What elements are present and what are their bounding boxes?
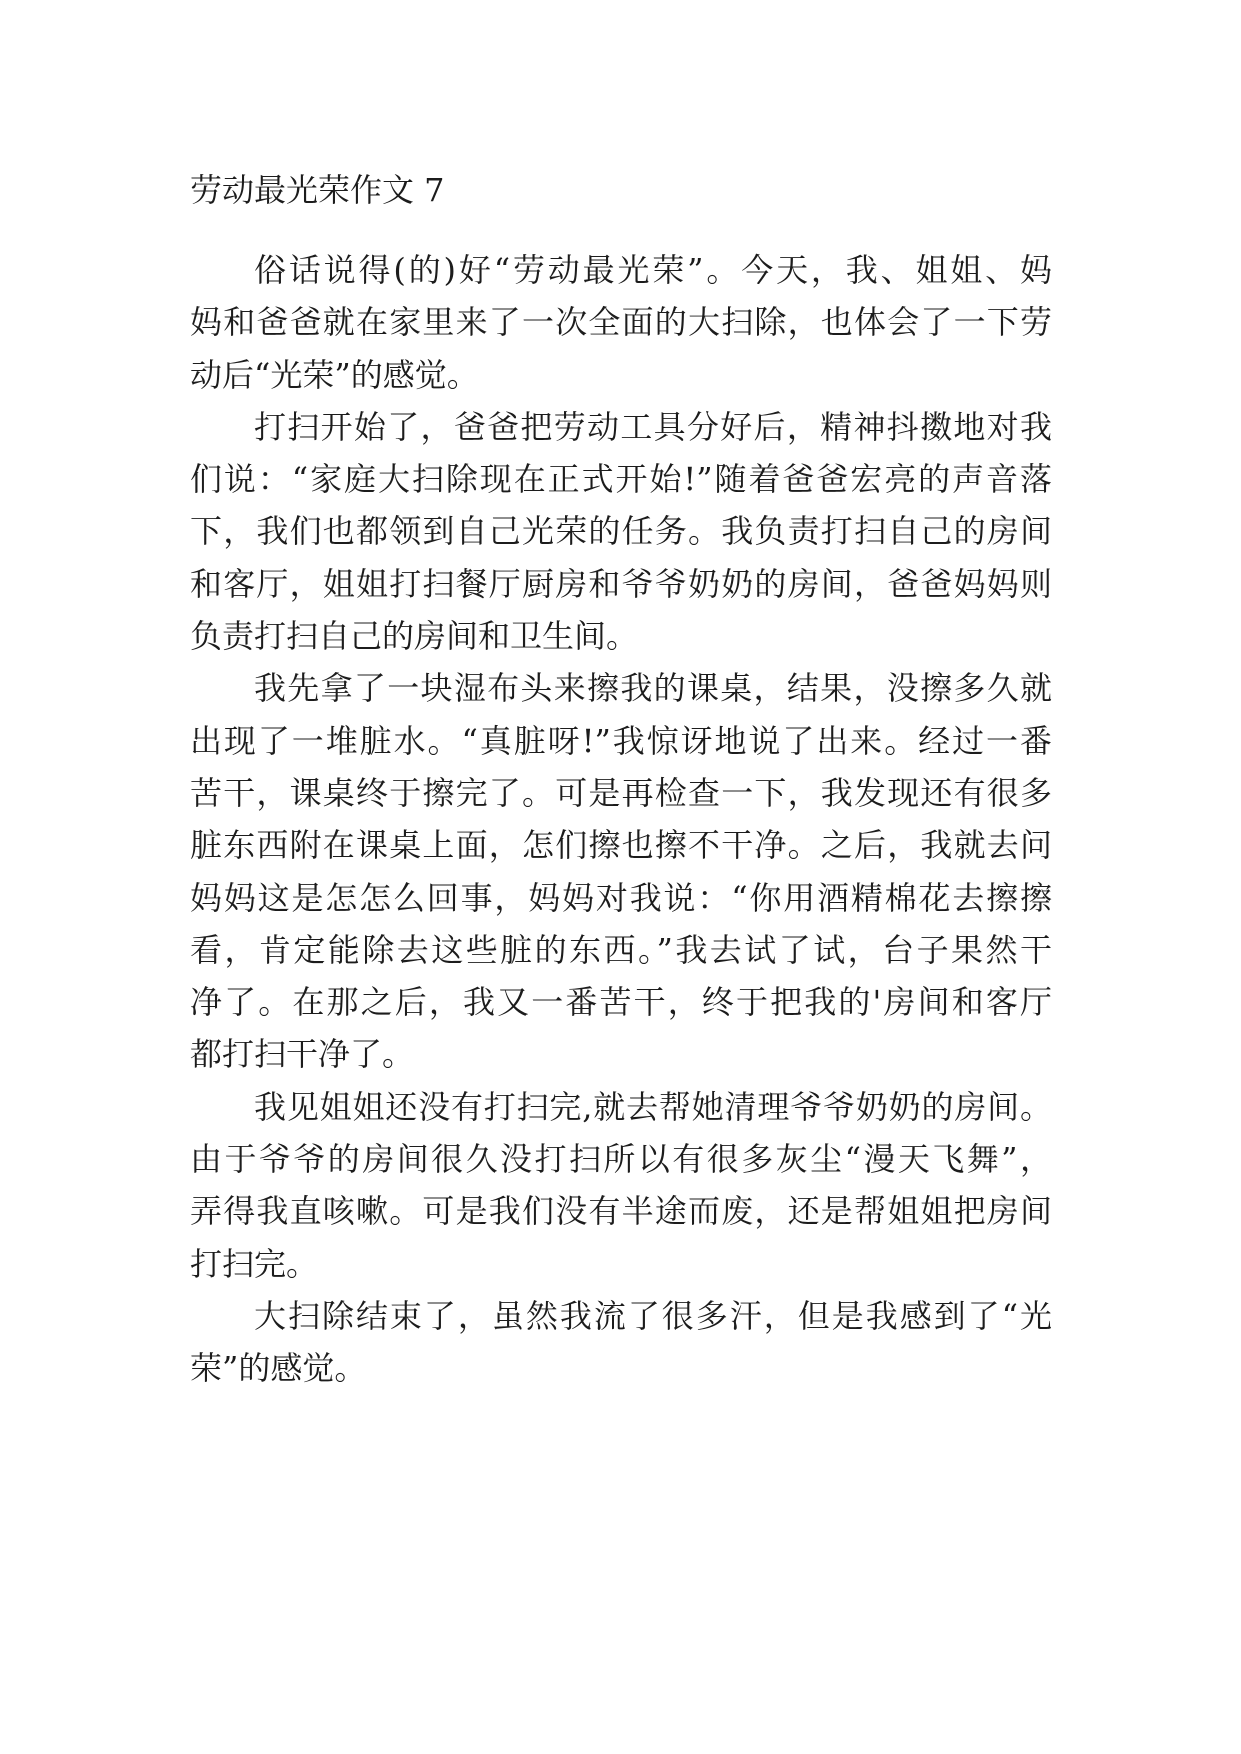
paragraph (190, 1081, 1052, 1290)
paragraph (190, 401, 1052, 662)
text-line: 脏东西附在课桌上面，怎们擦也擦不干净。之后，我就去问 (190, 826, 1052, 865)
text-line: 荣”的感觉。 (190, 1349, 367, 1388)
text-line: 打扫开始了，爸爸把劳动工具分好后，精神抖擞地对我 (254, 407, 1052, 446)
text-line: 俗话说得(的)好“劳动最光荣”。今天，我、姐姐、妈 (254, 251, 1052, 289)
text-line: 由于爷爷的房间很久没打扫所以有很多灰尘“漫天飞舞”， (190, 1140, 1052, 1179)
text-line: 净了。在那之后，我又一番苦干，终于把我的'房间和客厅 (190, 983, 1052, 1022)
text-line: 妈和爸爸就在家里来了一次全面的大扫除，也体会了一下劳 (190, 303, 1052, 342)
text-line: 妈妈这是怎怎么回事，妈妈对我说：“你用酒精棉花去擦擦 (190, 878, 1052, 917)
text-line: 看，肯定能除去这些脏的东西。”我去试了试，台子果然干 (190, 930, 1052, 969)
paragraph (190, 1290, 1052, 1395)
text-line: 苦干，课桌终于擦完了。可是再检查一下，我发现还有很多 (190, 773, 1052, 812)
text-line: 下，我们也都领到自己光荣的任务。我负责打扫自己的房间 (190, 512, 1052, 551)
text-line: 出现了一堆脏水。“真脏呀!”我惊讶地说了出来。经过一番 (190, 721, 1052, 760)
document-body (190, 164, 1052, 1395)
text-line: 都打扫干净了。 (190, 1035, 415, 1074)
text-line: 打扫完。 (190, 1244, 319, 1283)
text-line: 动后“光荣”的感觉。 (190, 355, 479, 394)
text-line: 们说：“家庭大扫除现在正式开始!”随着爸爸宏亮的声音落 (190, 460, 1052, 499)
text-line: 我见姐姐还没有打扫完,就去帮她清理爷爷奶奶的房间。 (254, 1087, 1052, 1126)
text-line: 和客厅，姐姐打扫餐厅厨房和爷爷奶奶的房间，爸爸妈妈则 (190, 564, 1052, 603)
text-line: 弄得我直咳嗽。可是我们没有半途而废，还是帮姐姐把房间 (190, 1192, 1052, 1231)
text-line: 负责打扫自己的房间和卫生间。 (190, 617, 639, 656)
text-line: 大扫除结束了，虽然我流了很多汗，但是我感到了“光 (254, 1296, 1052, 1335)
document-title: 劳动最光荣作文 7 (190, 171, 445, 209)
paragraph (190, 662, 1052, 1080)
paragraph (190, 244, 1052, 401)
text-line: 我先拿了一块湿布头来擦我的课桌，结果，没擦多久就 (254, 669, 1052, 708)
